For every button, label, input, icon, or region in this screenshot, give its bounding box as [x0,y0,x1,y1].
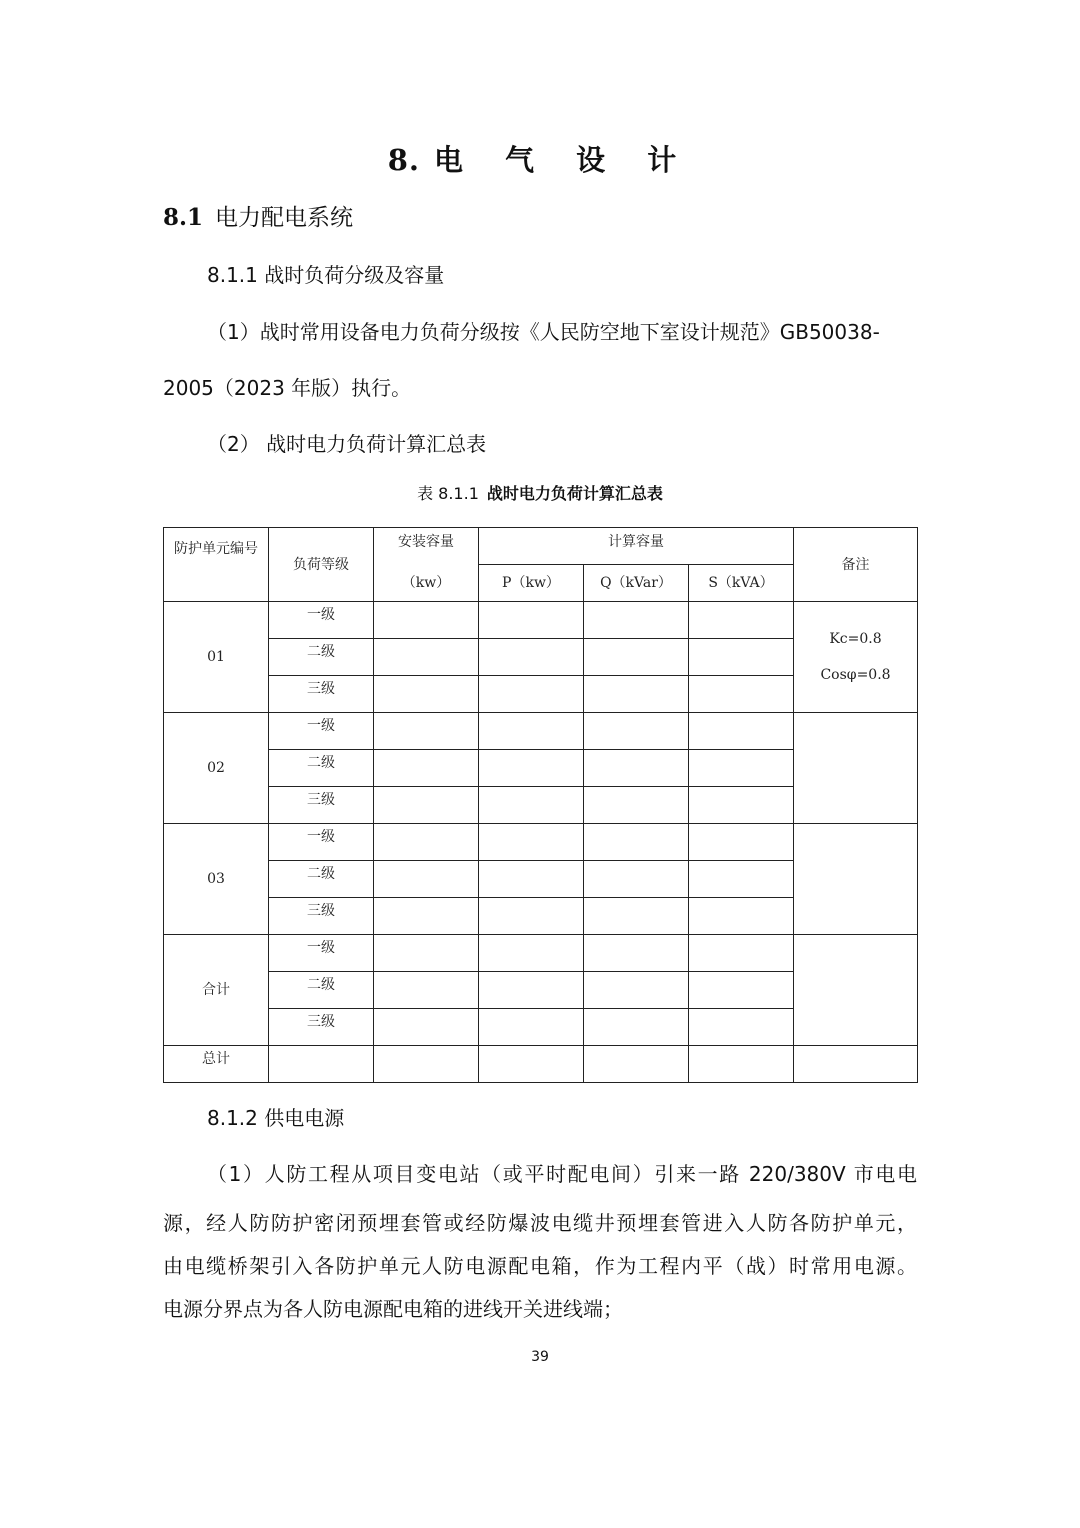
header-s: S（kVA） [689,565,794,602]
paragraph-1-line-1: （1）战时常用设备电力负荷分级按《人民防空地下室设计规范》GB50038- [207,320,880,344]
unit-cell: 02 [164,713,269,824]
empty-cell [584,898,689,935]
table-caption [0,481,1080,504]
empty-cell [374,639,479,676]
empty-cell [689,787,794,824]
empty-cell [584,1009,689,1046]
empty-cell [479,935,584,972]
empty-cell [374,1046,479,1083]
header-unit-no: 防护单元编号 [164,528,269,602]
empty-cell [479,713,584,750]
empty-cell [479,861,584,898]
section-title [163,199,353,232]
grade-cell: 三级 [269,787,374,824]
empty-cell [479,639,584,676]
empty-cell [374,787,479,824]
remark-cos: Cosφ=0.8 [820,667,891,683]
remark-cell [794,935,918,1046]
table-caption-title: 战时电力负荷计算汇总表 [486,484,663,503]
paragraph-3-line-3: 由电缆桥架引入各防护单元人防电源配电箱，作为工程内平（战）时常用电源。 [163,1254,917,1278]
remark-cell [794,602,918,713]
empty-cell [374,898,479,935]
header-calc-capacity: 计算容量 [479,528,794,565]
empty-cell [374,1009,479,1046]
empty-cell [689,824,794,861]
grade-cell: 一级 [269,602,374,639]
empty-cell [479,676,584,713]
empty-cell [269,1046,374,1083]
grade-cell: 三级 [269,676,374,713]
empty-cell [374,676,479,713]
section-number: 8.1 [163,204,204,231]
unit-cell: 01 [164,602,269,713]
empty-cell [479,898,584,935]
grade-cell: 一级 [269,824,374,861]
header-remark: 备注 [794,528,918,602]
empty-cell [479,787,584,824]
empty-cell [584,1046,689,1083]
empty-cell [584,972,689,1009]
empty-cell [689,898,794,935]
table-row [164,602,918,639]
empty-cell [374,602,479,639]
remark-cell [794,824,918,935]
section-heading: 电力配电系统 [215,205,354,231]
empty-cell [689,676,794,713]
empty-cell [584,787,689,824]
empty-cell [374,861,479,898]
empty-cell [479,972,584,1009]
paragraph-2: （2） 战时电力负荷计算汇总表 [207,432,487,456]
paragraph-1-line-2: 2005（2023 年版）执行。 [163,376,412,400]
subsection-8-1-1-title: 8.1.1 战时负荷分级及容量 [207,263,445,287]
paragraph-3-line-4: 电源分界点为各人防电源配电箱的进线开关进线端； [163,1297,623,1321]
empty-cell [689,1046,794,1083]
empty-cell [374,972,479,1009]
empty-cell [794,1046,918,1083]
empty-cell [584,750,689,787]
empty-cell [584,935,689,972]
chapter-title [0,138,1080,179]
subsection-8-1-2-title: 8.1.2 供电电源 [207,1106,345,1130]
empty-cell [479,750,584,787]
empty-cell [584,676,689,713]
header-installed-unit: （kw） [374,565,479,602]
empty-cell [689,713,794,750]
empty-cell [689,602,794,639]
grade-cell: 一级 [269,713,374,750]
table-row [164,935,918,972]
empty-cell [374,935,479,972]
grade-cell: 二级 [269,639,374,676]
chapter-number: 8. [387,143,420,177]
grade-cell: 三级 [269,1009,374,1046]
empty-cell [479,824,584,861]
empty-cell [689,935,794,972]
unit-cell: 合计 [164,935,269,1046]
chapter-heading: 电 气 设 计 [433,143,693,177]
empty-cell [374,713,479,750]
empty-cell [374,750,479,787]
paragraph-3-line-2: 源，经人防防护密闭预埋套管或经防爆波电缆井预埋套管进入人防各防护单元， [163,1211,917,1235]
page-number: 39 [531,1349,549,1365]
total-label-cell: 总计 [164,1046,269,1083]
empty-cell [479,602,584,639]
empty-cell [584,861,689,898]
unit-cell: 03 [164,824,269,935]
header-p: P（kw） [479,565,584,602]
empty-cell [689,1009,794,1046]
grade-cell: 一级 [269,935,374,972]
empty-cell [584,824,689,861]
remark-kc: Kc=0.8 [829,631,882,647]
table-row [164,713,918,750]
empty-cell [479,1046,584,1083]
empty-cell [689,861,794,898]
paragraph-3-line-1: （1）人防工程从项目变电站（或平时配电间）引来一路 220/380V 市电电 [207,1162,917,1186]
header-q: Q（kVar） [584,565,689,602]
table-caption-number: 表 8.1.1 [417,484,479,503]
empty-cell [584,602,689,639]
grade-cell: 二级 [269,972,374,1009]
empty-cell [689,972,794,1009]
remark-cell [794,713,918,824]
load-summary-table [163,527,918,1083]
empty-cell [689,639,794,676]
header-load-grade: 负荷等级 [269,528,374,602]
table-row [164,824,918,861]
empty-cell [374,824,479,861]
table-row-total [164,1046,918,1083]
grade-cell: 二级 [269,750,374,787]
header-installed-capacity: 安装容量 [374,528,479,565]
empty-cell [584,713,689,750]
empty-cell [479,1009,584,1046]
empty-cell [689,750,794,787]
empty-cell [584,639,689,676]
grade-cell: 二级 [269,861,374,898]
grade-cell: 三级 [269,898,374,935]
